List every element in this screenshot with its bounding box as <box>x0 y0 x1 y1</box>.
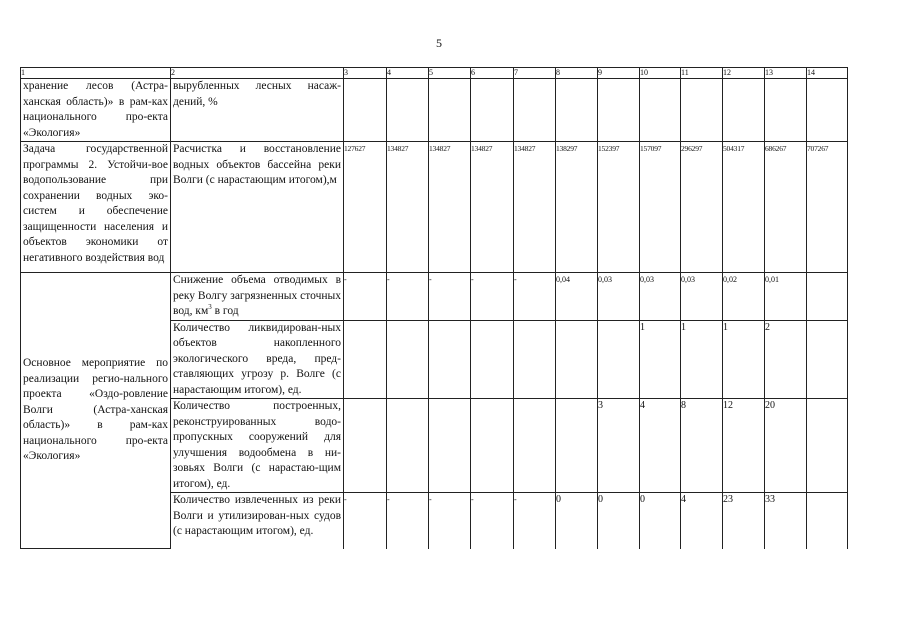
value-cell <box>471 320 514 399</box>
value-cell: 0,01 <box>765 273 807 321</box>
value-cell: - <box>387 273 429 321</box>
column-number: 13 <box>765 68 807 79</box>
value-cell <box>556 320 598 399</box>
value-cell: 0,03 <box>681 273 723 321</box>
column-number: 8 <box>556 68 598 79</box>
value-cell: 4 <box>640 399 681 493</box>
column-number: 12 <box>723 68 765 79</box>
column-number-row <box>21 68 848 79</box>
value-cell: 504317 <box>723 142 765 273</box>
value-cell <box>640 79 681 142</box>
value-cell: 2 <box>765 320 807 399</box>
value-cell <box>514 320 556 399</box>
value-cell <box>471 399 514 493</box>
value-cell: 138297 <box>556 142 598 273</box>
column-number: 5 <box>429 68 471 79</box>
value-cell: 1 <box>723 320 765 399</box>
value-cell: 4 <box>681 493 723 549</box>
column-number: 10 <box>640 68 681 79</box>
value-cell <box>807 493 848 549</box>
column-number: 9 <box>598 68 640 79</box>
value-cell <box>344 399 387 493</box>
column-number: 2 <box>171 68 344 79</box>
column-number: 7 <box>514 68 556 79</box>
indicator-superscript: 3 <box>208 303 212 312</box>
value-cell <box>598 320 640 399</box>
value-cell: 152397 <box>598 142 640 273</box>
value-cell: - <box>471 493 514 549</box>
value-cell <box>807 320 848 399</box>
value-cell <box>681 79 723 142</box>
value-cell: - <box>429 493 471 549</box>
column-number: 6 <box>471 68 514 79</box>
table-row <box>21 142 848 273</box>
value-cell: 296297 <box>681 142 723 273</box>
indicators-table <box>20 67 848 549</box>
indicator-cell <box>171 273 344 321</box>
indicator-cell: вырубленных лесных насаж-дений, % <box>171 79 344 142</box>
indicator-cell: Количество построенных, реконструированных водо-пропускных сооружений для улучшения водообмена в ни-зовьях Волги (с нарастаю-щим итогом), ед. <box>171 399 344 493</box>
value-cell: 0,03 <box>640 273 681 321</box>
value-cell: 0,04 <box>556 273 598 321</box>
value-cell <box>723 79 765 142</box>
value-cell <box>429 79 471 142</box>
value-cell <box>344 79 387 142</box>
value-cell: 20 <box>765 399 807 493</box>
value-cell: 23 <box>723 493 765 549</box>
value-cell: - <box>344 273 387 321</box>
value-cell: 0 <box>556 493 598 549</box>
value-cell: 157097 <box>640 142 681 273</box>
value-cell <box>471 79 514 142</box>
table-row <box>21 273 848 321</box>
value-cell <box>598 79 640 142</box>
column-number: 1 <box>21 68 171 79</box>
value-cell: 12 <box>723 399 765 493</box>
value-cell: - <box>429 273 471 321</box>
indicator-cell: Количество извлеченных из реки Волги и утилизирован-ных судов (с нарастающим итогом), ед. <box>171 493 344 549</box>
value-cell <box>807 399 848 493</box>
value-cell: 33 <box>765 493 807 549</box>
column-number: 4 <box>387 68 429 79</box>
value-cell: 707267 <box>807 142 848 273</box>
value-cell: 0 <box>640 493 681 549</box>
indicator-text-suffix: в год <box>211 305 239 317</box>
value-cell <box>765 79 807 142</box>
value-cell <box>514 79 556 142</box>
value-cell: 134827 <box>429 142 471 273</box>
value-cell <box>514 399 556 493</box>
value-cell: - <box>344 493 387 549</box>
value-cell: - <box>514 493 556 549</box>
value-cell: 134827 <box>514 142 556 273</box>
value-cell <box>387 320 429 399</box>
indicator-cell: Количество ликвидирован-ных объектов накопленного экологического вреда, пред-ставляющих угрозу р. Волге (с нарастающим итогом), ед. <box>171 320 344 399</box>
value-cell: - <box>471 273 514 321</box>
column-number: 11 <box>681 68 723 79</box>
value-cell <box>556 399 598 493</box>
indicator-cell: Расчистка и восстановление водных объектов бассейна реки Волги (с нарастающим итогом),м <box>171 142 344 273</box>
value-cell: 134827 <box>471 142 514 273</box>
indicator-text: Снижение объема отводимых в реку Волгу загрязненных сточных вод, км <box>173 274 341 317</box>
value-cell: 134827 <box>387 142 429 273</box>
value-cell <box>807 79 848 142</box>
value-cell: 686267 <box>765 142 807 273</box>
value-cell <box>387 399 429 493</box>
value-cell: 0,02 <box>723 273 765 321</box>
value-cell <box>429 399 471 493</box>
value-cell <box>387 79 429 142</box>
value-cell: 127627 <box>344 142 387 273</box>
page-number: 5 <box>436 36 442 50</box>
value-cell <box>344 320 387 399</box>
value-cell: - <box>387 493 429 549</box>
column-number: 3 <box>344 68 387 79</box>
task-cell: Задача государственной программы 2. Устойчи-вое водопользование при сохранении водных эко-систем и обеспечение защищенности населения и объектов экономики от негативного воздействия вод <box>21 142 171 273</box>
task-cell: Основное мероприятие по реализации регио-нального проекта «Оздо-ровление Волги (Астра-ханская область)» в рам-ках национального про-екта «Экология» <box>21 273 171 549</box>
value-cell: 3 <box>598 399 640 493</box>
table-row <box>21 79 848 142</box>
value-cell <box>556 79 598 142</box>
value-cell: 8 <box>681 399 723 493</box>
column-number: 14 <box>807 68 848 79</box>
task-cell: хранение лесов (Астра-ханская область)» в рам-ках национального про-екта «Экология» <box>21 79 171 142</box>
value-cell: 0 <box>598 493 640 549</box>
value-cell: - <box>514 273 556 321</box>
value-cell <box>429 320 471 399</box>
value-cell: 0,03 <box>598 273 640 321</box>
value-cell: 1 <box>640 320 681 399</box>
value-cell: 1 <box>681 320 723 399</box>
value-cell <box>807 273 848 321</box>
